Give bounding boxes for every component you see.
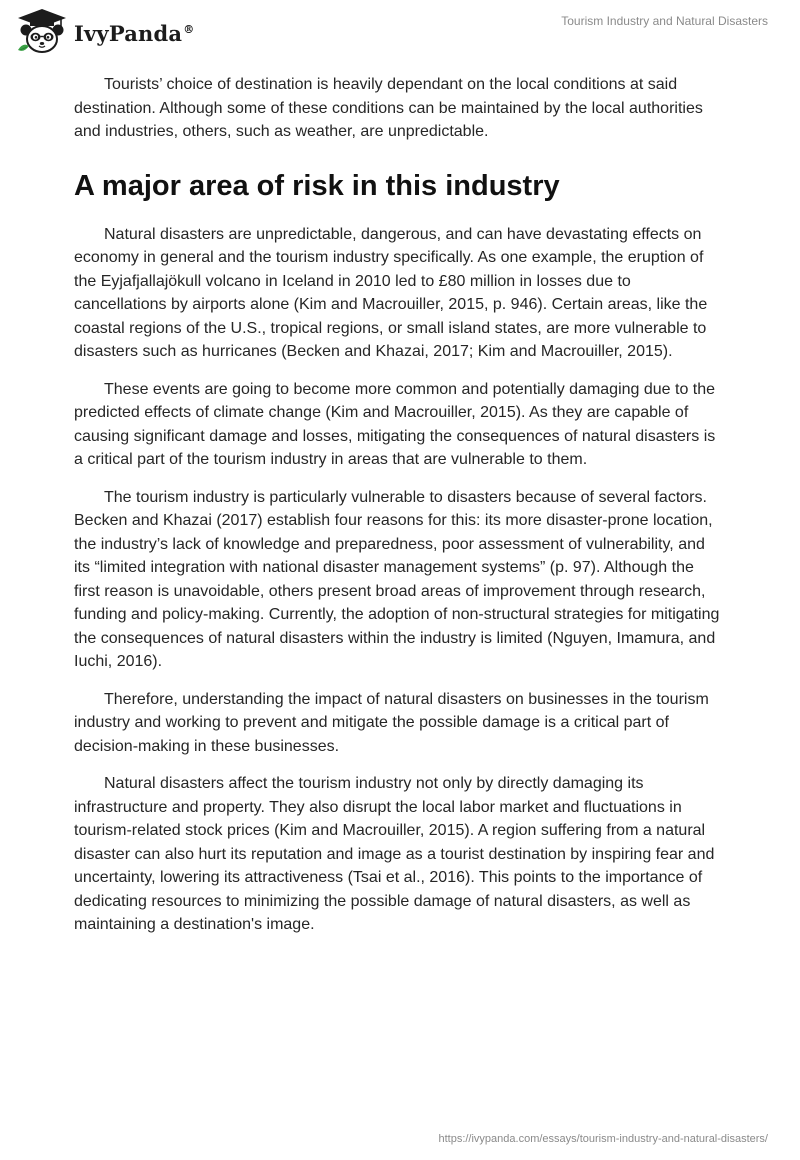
document-body [74,73,724,951]
body-paragraph: Natural disasters affect the tourism industry not only by directly damaging its infrastructure and property. They also disrupt the local labor market and fluctuations in tourism-related stock prices (Kim and Macrouiller, 2015). A region suffering from a natural disaster can also hurt its reputation and image as a tourist destination by inspiring fear and uncertainty, lowering its attractiveness (Tsai et al., 2016). This points to the importance of dedicating resources to minimizing the possible damage of natural disasters, as well as maintaining a destination's image. [74,775,715,933]
document-header-title: Tourism Industry and Natural Disasters [561,14,768,28]
brand-name-text: IvyPanda [74,20,183,46]
section-heading: A major area of risk in this industry [74,169,560,202]
body-paragraph: Natural disasters are unpredictable, dangerous, and can have devastating effects on economy in general and the tourism industry specifically. As one example, the eruption of the Eyjafjallajökull volcano in Iceland in 2010 led to £80 million in losses due to cancellations by airports alone (Kim and Macrouiller, 2015, p. 946). Certain areas, like the coastal regions of the U.S., tropical regions, or small island states, are more vulnerable to disasters such as hurricanes (Becken and Khazai, 2017; Kim and Macrouiller, 2015). [74,225,708,360]
registered-mark: ® [183,22,195,36]
brand-name [74,21,194,46]
panda-graduate-icon [14,6,70,56]
page-header [0,0,800,60]
brand-logo[interactable] [14,6,194,56]
body-paragraph: These events are going to become more common and potentially damaging due to the predicted effects of climate change (Kim and Macrouiller, 2015). As they are capable of causing significant damage and losses, mitigating the consequences of natural disasters is a critical part of the tourism industry in areas that are vulnerable to them. [74,380,716,468]
body-paragraph: Therefore, understanding the impact of natural disasters on businesses in the tourism industry and working to prevent and mitigate the possible damage is a critical part of decision-making in these businesses. [74,690,709,755]
body-paragraph: The tourism industry is particularly vulnerable to disasters because of several factors. Becken and Khazai (2017) establish four reasons for this: its more disaster-prone location, the industry’s lack of knowledge and preparedness, poor assessment of vulnerability, and its “limited integration with national disaster management systems” (p. 97). Although the first reason is unavoidable, others present broad areas of improvement through research, funding and policy-making. Currently, the adoption of non-structural strategies for mitigating the consequences of natural disasters within the industry is limited (Nguyen, Imamura, and Iuchi, 2016). [74,488,720,670]
intro-paragraph: Tourists’ choice of destination is heavily dependant on the local conditions at said destination. Although some of these conditions can be maintained by the local authorities and industries, others, such as weather, are unpredictable. [74,76,703,140]
source-url[interactable]: https://ivypanda.com/essays/tourism-industry-and-natural-disasters/ [438,1133,768,1145]
